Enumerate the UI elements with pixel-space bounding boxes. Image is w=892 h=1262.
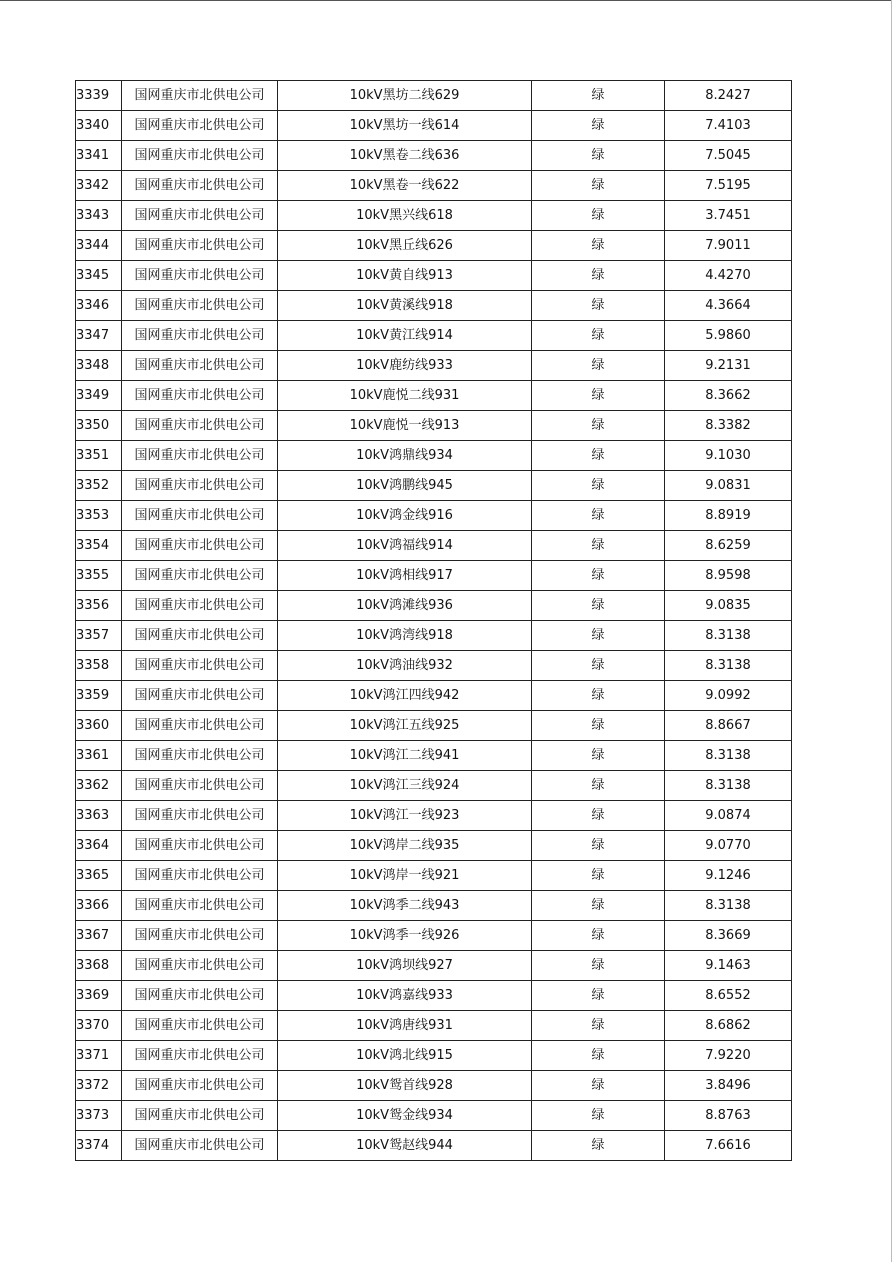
table-row: [76, 591, 792, 621]
company-cell: 国网重庆市北供电公司: [122, 291, 278, 321]
value-cell: 5.9860: [665, 321, 792, 351]
row-number-cell: 3364: [76, 831, 122, 861]
status-color-cell: 绿: [532, 711, 665, 741]
company-cell: 国网重庆市北供电公司: [122, 1011, 278, 1041]
status-color-cell: 绿: [532, 1041, 665, 1071]
table-row: [76, 471, 792, 501]
line-name-cell: 10kV鸿福线914: [278, 531, 532, 561]
row-number-cell: 3341: [76, 141, 122, 171]
table-row: [76, 801, 792, 831]
row-number-cell: 3346: [76, 291, 122, 321]
value-cell: 9.1246: [665, 861, 792, 891]
company-cell: 国网重庆市北供电公司: [122, 561, 278, 591]
value-cell: 9.1030: [665, 441, 792, 471]
company-cell: 国网重庆市北供电公司: [122, 411, 278, 441]
value-cell: 9.2131: [665, 351, 792, 381]
row-number-cell: 3361: [76, 741, 122, 771]
line-name-cell: 10kV鸳金线934: [278, 1101, 532, 1131]
line-name-cell: 10kV鸿唐线931: [278, 1011, 532, 1041]
company-cell: 国网重庆市北供电公司: [122, 231, 278, 261]
line-name-cell: 10kV鸿江三线924: [278, 771, 532, 801]
status-color-cell: 绿: [532, 381, 665, 411]
table-row: [76, 831, 792, 861]
page-top-rule: [0, 0, 892, 1]
value-cell: 8.3138: [665, 651, 792, 681]
status-color-cell: 绿: [532, 471, 665, 501]
value-cell: 4.3664: [665, 291, 792, 321]
line-name-cell: 10kV黑丘线626: [278, 231, 532, 261]
company-cell: 国网重庆市北供电公司: [122, 951, 278, 981]
status-color-cell: 绿: [532, 561, 665, 591]
line-name-cell: 10kV鸿金线916: [278, 501, 532, 531]
value-cell: 9.0992: [665, 681, 792, 711]
row-number-cell: 3342: [76, 171, 122, 201]
table-row: [76, 441, 792, 471]
value-cell: 8.3138: [665, 891, 792, 921]
line-name-cell: 10kV鸿岸二线935: [278, 831, 532, 861]
company-cell: 国网重庆市北供电公司: [122, 261, 278, 291]
table-row: [76, 1131, 792, 1161]
company-cell: 国网重庆市北供电公司: [122, 321, 278, 351]
value-cell: 9.0770: [665, 831, 792, 861]
row-number-cell: 3363: [76, 801, 122, 831]
company-cell: 国网重庆市北供电公司: [122, 801, 278, 831]
value-cell: 9.0835: [665, 591, 792, 621]
table-row: [76, 681, 792, 711]
status-color-cell: 绿: [532, 231, 665, 261]
company-cell: 国网重庆市北供电公司: [122, 141, 278, 171]
line-name-cell: 10kV鸿江五线925: [278, 711, 532, 741]
table-row: [76, 981, 792, 1011]
row-number-cell: 3352: [76, 471, 122, 501]
table-row: [76, 1101, 792, 1131]
status-color-cell: 绿: [532, 771, 665, 801]
status-color-cell: 绿: [532, 531, 665, 561]
line-name-cell: 10kV黄自线913: [278, 261, 532, 291]
company-cell: 国网重庆市北供电公司: [122, 591, 278, 621]
line-name-cell: 10kV鸿湾线918: [278, 621, 532, 651]
row-number-cell: 3344: [76, 231, 122, 261]
value-cell: 8.3138: [665, 771, 792, 801]
table-row: [76, 381, 792, 411]
row-number-cell: 3374: [76, 1131, 122, 1161]
row-number-cell: 3371: [76, 1041, 122, 1071]
line-name-cell: 10kV鸳赵线944: [278, 1131, 532, 1161]
row-number-cell: 3358: [76, 651, 122, 681]
table-row: [76, 561, 792, 591]
status-color-cell: 绿: [532, 141, 665, 171]
company-cell: 国网重庆市北供电公司: [122, 1131, 278, 1161]
row-number-cell: 3370: [76, 1011, 122, 1041]
value-cell: 8.2427: [665, 81, 792, 111]
status-color-cell: 绿: [532, 1011, 665, 1041]
data-table: [75, 80, 792, 1161]
value-cell: 8.6259: [665, 531, 792, 561]
table-row: [76, 111, 792, 141]
row-number-cell: 3356: [76, 591, 122, 621]
line-name-cell: 10kV鸿滩线936: [278, 591, 532, 621]
status-color-cell: 绿: [532, 891, 665, 921]
line-name-cell: 10kV鸳首线928: [278, 1071, 532, 1101]
value-cell: 8.9598: [665, 561, 792, 591]
row-number-cell: 3355: [76, 561, 122, 591]
value-cell: 8.6552: [665, 981, 792, 1011]
line-name-cell: 10kV黑卷二线636: [278, 141, 532, 171]
line-name-cell: 10kV鸿岸一线921: [278, 861, 532, 891]
table-row: [76, 621, 792, 651]
line-name-cell: 10kV黑坊二线629: [278, 81, 532, 111]
line-name-cell: 10kV鸿季一线926: [278, 921, 532, 951]
status-color-cell: 绿: [532, 1101, 665, 1131]
status-color-cell: 绿: [532, 81, 665, 111]
company-cell: 国网重庆市北供电公司: [122, 651, 278, 681]
table-row: [76, 81, 792, 111]
table-row: [76, 861, 792, 891]
value-cell: 8.8919: [665, 501, 792, 531]
status-color-cell: 绿: [532, 1071, 665, 1101]
line-name-cell: 10kV鸿嘉线933: [278, 981, 532, 1011]
value-cell: 8.3138: [665, 741, 792, 771]
table-row: [76, 1041, 792, 1071]
line-name-cell: 10kV黑卷一线622: [278, 171, 532, 201]
row-number-cell: 3347: [76, 321, 122, 351]
table-row: [76, 171, 792, 201]
status-color-cell: 绿: [532, 951, 665, 981]
table-row: [76, 711, 792, 741]
company-cell: 国网重庆市北供电公司: [122, 471, 278, 501]
line-name-cell: 10kV鸿季二线943: [278, 891, 532, 921]
status-color-cell: 绿: [532, 171, 665, 201]
status-color-cell: 绿: [532, 651, 665, 681]
line-name-cell: 10kV鸿北线915: [278, 1041, 532, 1071]
company-cell: 国网重庆市北供电公司: [122, 981, 278, 1011]
table-row: [76, 771, 792, 801]
table-row: [76, 921, 792, 951]
value-cell: 3.7451: [665, 201, 792, 231]
row-number-cell: 3362: [76, 771, 122, 801]
status-color-cell: 绿: [532, 411, 665, 441]
row-number-cell: 3359: [76, 681, 122, 711]
company-cell: 国网重庆市北供电公司: [122, 891, 278, 921]
line-name-cell: 10kV鸿鹏线945: [278, 471, 532, 501]
company-cell: 国网重庆市北供电公司: [122, 741, 278, 771]
company-cell: 国网重庆市北供电公司: [122, 111, 278, 141]
line-name-cell: 10kV鸿江一线923: [278, 801, 532, 831]
status-color-cell: 绿: [532, 741, 665, 771]
status-color-cell: 绿: [532, 621, 665, 651]
value-cell: 8.8763: [665, 1101, 792, 1131]
table-row: [76, 411, 792, 441]
table-body: [76, 81, 792, 1161]
value-cell: 7.9011: [665, 231, 792, 261]
value-cell: 9.0874: [665, 801, 792, 831]
company-cell: 国网重庆市北供电公司: [122, 861, 278, 891]
company-cell: 国网重庆市北供电公司: [122, 831, 278, 861]
status-color-cell: 绿: [532, 1131, 665, 1161]
company-cell: 国网重庆市北供电公司: [122, 1041, 278, 1071]
table-row: [76, 231, 792, 261]
company-cell: 国网重庆市北供电公司: [122, 441, 278, 471]
value-cell: 9.0831: [665, 471, 792, 501]
row-number-cell: 3365: [76, 861, 122, 891]
table-row: [76, 321, 792, 351]
line-name-cell: 10kV鹿悦二线931: [278, 381, 532, 411]
row-number-cell: 3353: [76, 501, 122, 531]
line-name-cell: 10kV鸿油线932: [278, 651, 532, 681]
table-row: [76, 891, 792, 921]
row-number-cell: 3351: [76, 441, 122, 471]
table-row: [76, 501, 792, 531]
company-cell: 国网重庆市北供电公司: [122, 621, 278, 651]
table-row: [76, 531, 792, 561]
line-name-cell: 10kV鸿江四线942: [278, 681, 532, 711]
row-number-cell: 3360: [76, 711, 122, 741]
table-row: [76, 1071, 792, 1101]
value-cell: 7.9220: [665, 1041, 792, 1071]
company-cell: 国网重庆市北供电公司: [122, 1071, 278, 1101]
row-number-cell: 3369: [76, 981, 122, 1011]
value-cell: 7.5045: [665, 141, 792, 171]
value-cell: 8.3662: [665, 381, 792, 411]
company-cell: 国网重庆市北供电公司: [122, 81, 278, 111]
line-name-cell: 10kV鸿坝线927: [278, 951, 532, 981]
company-cell: 国网重庆市北供电公司: [122, 201, 278, 231]
row-number-cell: 3366: [76, 891, 122, 921]
row-number-cell: 3340: [76, 111, 122, 141]
table-row: [76, 651, 792, 681]
company-cell: 国网重庆市北供电公司: [122, 381, 278, 411]
value-cell: 7.4103: [665, 111, 792, 141]
company-cell: 国网重庆市北供电公司: [122, 171, 278, 201]
value-cell: 8.3669: [665, 921, 792, 951]
company-cell: 国网重庆市北供电公司: [122, 501, 278, 531]
row-number-cell: 3354: [76, 531, 122, 561]
table-row: [76, 351, 792, 381]
status-color-cell: 绿: [532, 831, 665, 861]
company-cell: 国网重庆市北供电公司: [122, 1101, 278, 1131]
company-cell: 国网重庆市北供电公司: [122, 771, 278, 801]
value-cell: 8.6862: [665, 1011, 792, 1041]
status-color-cell: 绿: [532, 201, 665, 231]
row-number-cell: 3349: [76, 381, 122, 411]
table-row: [76, 201, 792, 231]
table-row: [76, 261, 792, 291]
row-number-cell: 3372: [76, 1071, 122, 1101]
status-color-cell: 绿: [532, 921, 665, 951]
company-cell: 国网重庆市北供电公司: [122, 711, 278, 741]
company-cell: 国网重庆市北供电公司: [122, 681, 278, 711]
status-color-cell: 绿: [532, 681, 665, 711]
row-number-cell: 3373: [76, 1101, 122, 1131]
value-cell: 7.6616: [665, 1131, 792, 1161]
status-color-cell: 绿: [532, 441, 665, 471]
status-color-cell: 绿: [532, 291, 665, 321]
status-color-cell: 绿: [532, 501, 665, 531]
table-row: [76, 291, 792, 321]
line-name-cell: 10kV鹿悦一线913: [278, 411, 532, 441]
line-name-cell: 10kV鸿相线917: [278, 561, 532, 591]
line-name-cell: 10kV黄江线914: [278, 321, 532, 351]
row-number-cell: 3357: [76, 621, 122, 651]
company-cell: 国网重庆市北供电公司: [122, 921, 278, 951]
line-name-cell: 10kV鸿鼎线934: [278, 441, 532, 471]
value-cell: 8.3382: [665, 411, 792, 441]
row-number-cell: 3339: [76, 81, 122, 111]
table-row: [76, 741, 792, 771]
row-number-cell: 3368: [76, 951, 122, 981]
table-row: [76, 141, 792, 171]
line-name-cell: 10kV黑兴线618: [278, 201, 532, 231]
company-cell: 国网重庆市北供电公司: [122, 351, 278, 381]
status-color-cell: 绿: [532, 861, 665, 891]
status-color-cell: 绿: [532, 591, 665, 621]
status-color-cell: 绿: [532, 261, 665, 291]
row-number-cell: 3350: [76, 411, 122, 441]
company-cell: 国网重庆市北供电公司: [122, 531, 278, 561]
table-row: [76, 1011, 792, 1041]
table-row: [76, 951, 792, 981]
value-cell: 9.1463: [665, 951, 792, 981]
line-name-cell: 10kV黑坊一线614: [278, 111, 532, 141]
row-number-cell: 3367: [76, 921, 122, 951]
row-number-cell: 3343: [76, 201, 122, 231]
status-color-cell: 绿: [532, 981, 665, 1011]
row-number-cell: 3348: [76, 351, 122, 381]
line-name-cell: 10kV鹿纺线933: [278, 351, 532, 381]
value-cell: 7.5195: [665, 171, 792, 201]
value-cell: 4.4270: [665, 261, 792, 291]
row-number-cell: 3345: [76, 261, 122, 291]
status-color-cell: 绿: [532, 801, 665, 831]
value-cell: 8.8667: [665, 711, 792, 741]
status-color-cell: 绿: [532, 321, 665, 351]
value-cell: 3.8496: [665, 1071, 792, 1101]
status-color-cell: 绿: [532, 351, 665, 381]
value-cell: 8.3138: [665, 621, 792, 651]
status-color-cell: 绿: [532, 111, 665, 141]
line-name-cell: 10kV黄溪线918: [278, 291, 532, 321]
line-name-cell: 10kV鸿江二线941: [278, 741, 532, 771]
